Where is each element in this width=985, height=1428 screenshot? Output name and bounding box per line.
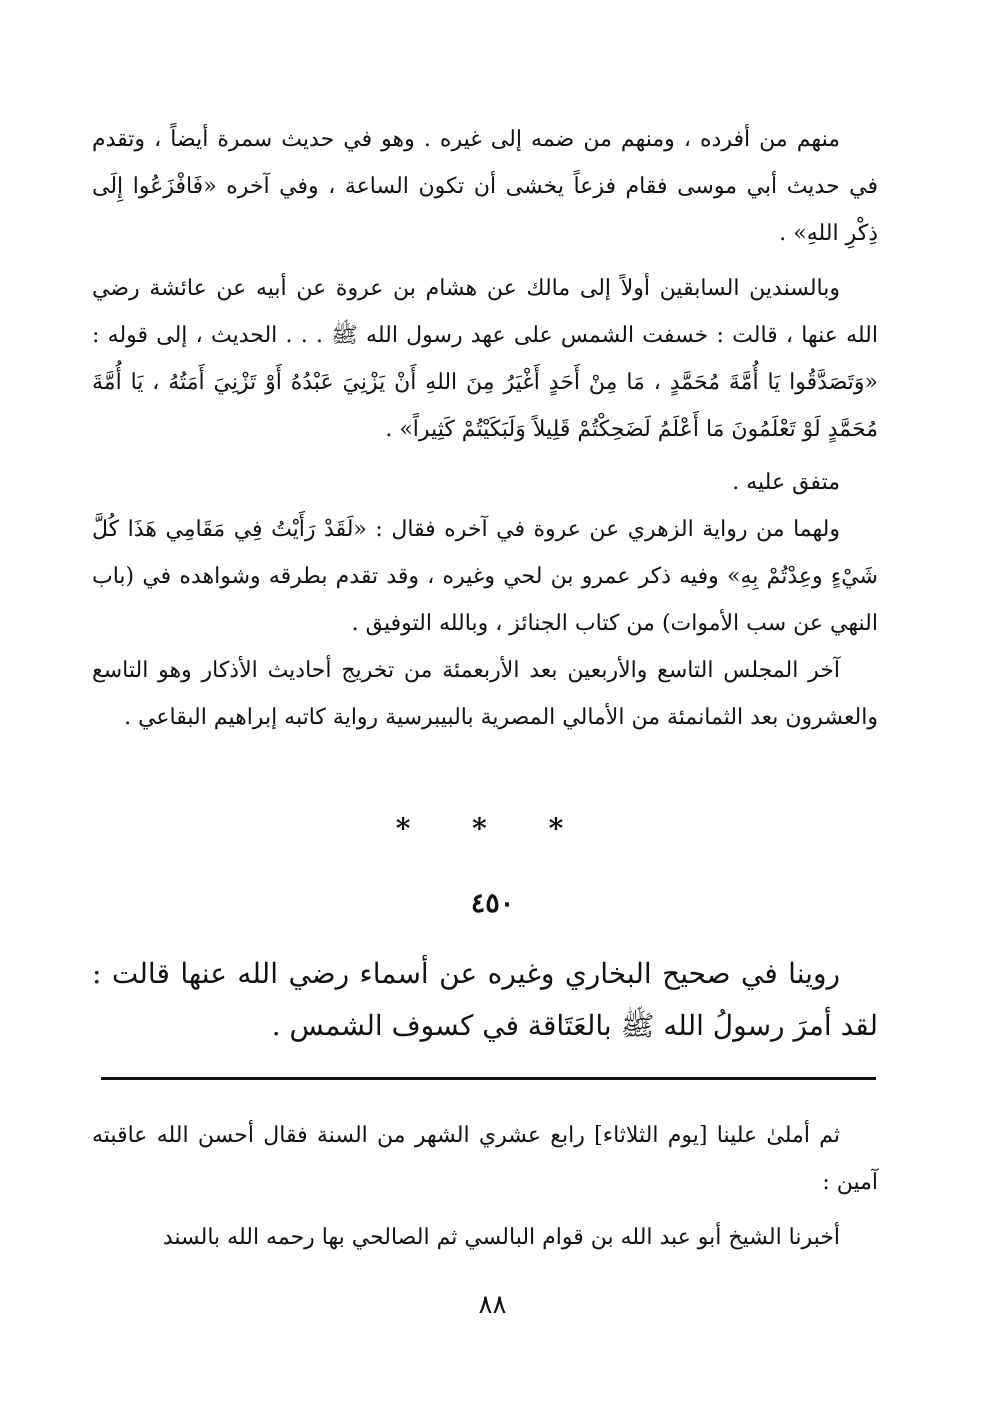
hadith-number: ٤٥٠ <box>470 888 515 919</box>
paragraph-4: ولهما من رواية الزهري عن عروة في آخره فقال : «لَقَدْ رَأَيْتُ فِي مَقَامِي هَذَا كُلَّ شَيْءٍ وعِدْتُمْ بِهِ» وفيه ذكر عمرو بن لحي وغيره ، وقد تقدم بطرقه وشواهده في (باب النهي عن سب الأموات) من كتاب الجنائز ، وبالله التوفيق . <box>92 517 878 636</box>
paragraph-3-agreed: متفق عليه . <box>732 470 840 495</box>
paragraph-2: وبالسندين السابقين أولاً إلى مالك عن هشام بن عروة عن أبيه عن عائشة رضي الله عنها ، قالت : خسفت الشمس على عهد رسول الله ﷺ . . . الحديث ، إلى قوله : «وَتَصَدَّقُوا يَا أُمَّةَ مُحَمَّدٍ ، مَا مِنْ أَحَدٍ أَغْيَرُ مِنَ اللهِ أَنْ يَزْنِيَ عَبْدُهُ أَوْ تَزْنِيَ أَمَتُهُ ، يَا أُمَّةَ مُحَمَّدٍ لَوْ تَعْلَمُونَ مَا أَعْلَمُ لَضَحِكْتُمْ قَلِيلاً وَلَبَكَيْتُمْ كَثِيراً» . <box>92 276 878 442</box>
divider-line <box>101 1077 876 1080</box>
paragraph-5-session-end: آخر المجلس التاسع والأربعين بعد الأربعمئة من تخريج أحاديث الأذكار وهو التاسع والعشرون بعد الثمانمئة من الأمالي المصرية بالبيبرسية رواية كاتبه إبراهيم البقاعي . <box>92 658 878 730</box>
footnote-paragraph-2: أخبرنا الشيخ أبو عبد الله بن قوام البالسي ثم الصالحي بها رحمه الله بالسند <box>162 1225 840 1250</box>
section-separator: * * * <box>395 812 590 845</box>
hadith-text: روينا في صحيح البخاري وغيره عن أسماء رضي الله عنها قالت : لقد أمرَ رسولُ الله ﷺ بالعَتَاقة في كسوف الشمس . <box>92 957 878 1042</box>
paragraph-1: منهم من أفرده ، ومنهم من ضمه إلى غيره . وهو في حديث سمرة أيضاً ، وتقدم في حديث أبي موسى فقام فزعاً يخشى أن تكون الساعة ، وفي آخره «فَافْزَعُوا إِلَى ذِكْرِ اللهِ» . <box>92 127 878 246</box>
footnote-section <box>92 1112 878 1261</box>
footnote-paragraph-1: ثم أملىٰ علينا [يوم الثلاثاء] رابع عشري الشهر من السنة فقال أحسن الله عاقبته آمين : <box>92 1123 878 1195</box>
page-number: ٨٨ <box>478 1290 507 1320</box>
commentary-section <box>92 116 878 741</box>
hadith-block <box>92 948 878 1052</box>
